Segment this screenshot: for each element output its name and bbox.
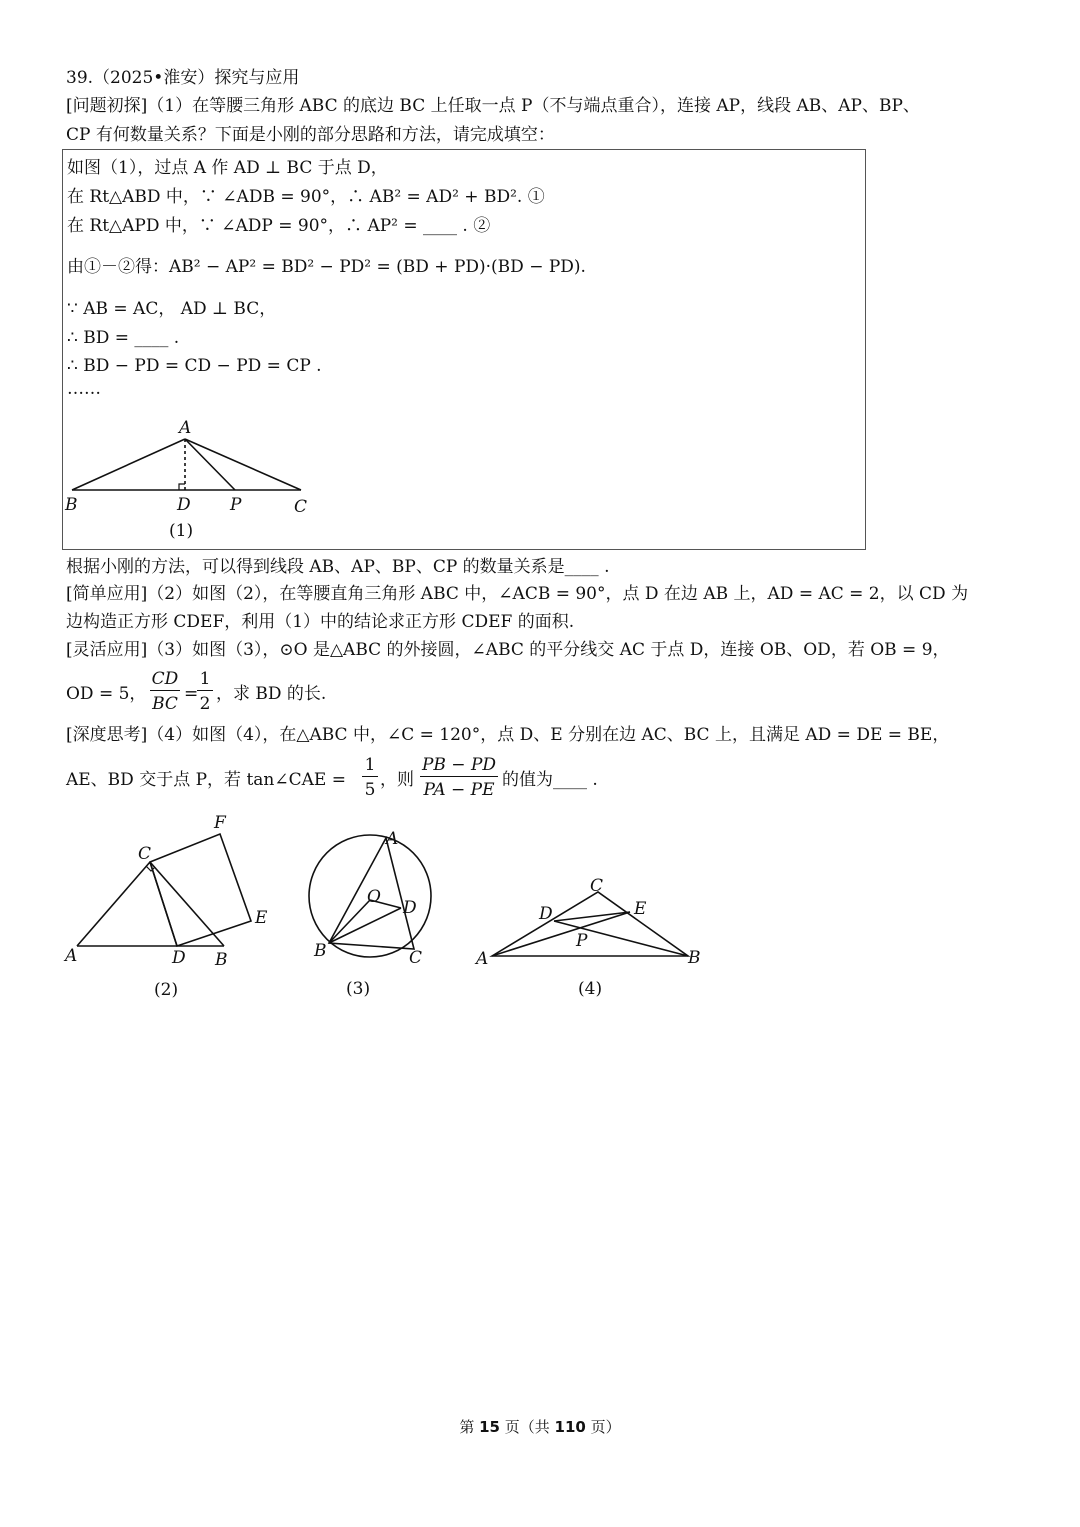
footer-suffix: 页） — [585, 1418, 621, 1436]
solution-box — [62, 149, 866, 550]
footer-middle: 页（共 — [500, 1418, 555, 1436]
fig4-label-e: E — [634, 899, 647, 919]
figure-3 — [300, 820, 440, 1000]
footer-total-pages: 110 — [554, 1418, 586, 1436]
fig3-label-c: C — [409, 948, 423, 968]
fig1-label-b: B — [65, 495, 78, 515]
fig3-label-a: A — [386, 829, 399, 849]
fig4-segment-ae — [492, 912, 630, 956]
fig1-right-angle-mark — [179, 484, 185, 490]
part4-intro-text: AE、BD 交于点 P，若 tan∠CAE = — [66, 770, 346, 790]
conclusion-question: 根据小刚的方法，可以得到线段 AB、AP、BP、CP 的数量关系是____ . — [66, 557, 610, 577]
fig2-square-cdef — [150, 834, 251, 946]
fig2-label-d: D — [172, 948, 186, 968]
part2-line-1: [简单应用]（2）如图（2），在等腰直角三角形 ABC 中，∠ACB = 90°，点 D 在边 AB 上，AD = AC = 2，以 CD 为 — [66, 584, 969, 604]
fig2-label-e: E — [255, 908, 268, 928]
part3-ask-text: ，求 BD 的长. — [216, 684, 327, 704]
part3-od-text: OD = 5， — [66, 684, 147, 704]
fig1-side-ac — [185, 439, 301, 490]
part4-tan-denominator: 5 — [364, 780, 376, 800]
part4-then-text: ，则 — [380, 770, 414, 790]
figure-1 — [63, 412, 323, 542]
part3-line-1: [灵活应用]（3）如图（3），⊙O 是△ABC 的外接圆，∠ABC 的平分线交 AC 于点 D，连接 OB、OD，若 OB = 9， — [66, 640, 950, 660]
part4-line-1: [深度思考]（4）如图（4），在△ABC 中，∠C = 120°，点 D、E 分别在边 AC、BC 上，且满足 AD = DE = BE， — [66, 725, 950, 745]
part3-fraction-denominator: BC — [152, 694, 178, 714]
fig3-bisector-bd — [329, 908, 401, 943]
part3-ratio-denominator: 2 — [199, 694, 211, 714]
fig4-label-d: D — [539, 904, 553, 924]
fig2-label-c: C — [138, 844, 152, 864]
fig4-label-a: A — [476, 949, 489, 969]
fig4-segment-bd — [554, 921, 688, 956]
fig1-label-d: D — [177, 495, 191, 515]
footer-prefix: 第 — [459, 1418, 480, 1436]
fig3-label-d: D — [403, 898, 417, 918]
part4-tan-numerator: 1 — [362, 754, 378, 777]
fig2-caption: (2) — [154, 980, 179, 1000]
part4-ratio-denominator: PA − PE — [423, 780, 495, 800]
fig4-caption: (4) — [578, 979, 603, 999]
part4-ratio-numerator: PB − PD — [421, 755, 497, 775]
fig4-label-c: C — [590, 876, 604, 896]
footer-page-number: 15 — [479, 1418, 500, 1436]
fig1-label-p: P — [230, 495, 242, 515]
figure-2 — [60, 810, 280, 1000]
part3-equals: = — [184, 684, 199, 704]
box-line-4: 由①－②得：AB² − AP² = BD² − PD² = (BD + PD)·(BD − PD). — [67, 257, 586, 277]
fig2-label-b: B — [215, 950, 228, 970]
part3-fraction-numerator: CD — [151, 669, 179, 689]
problem-intro-line-1: [问题初探]（1）在等腰三角形 ABC 的底边 BC 上任取一点 P（不与端点重合），连接 AP，线段 AB、AP、BP、 — [66, 96, 920, 116]
fig1-segment-ap — [185, 439, 235, 490]
box-line-2: 在 Rt△ABD 中，∵ ∠ADB = 90°，∴ AB² = AD² + BD². ① — [67, 187, 545, 207]
fig3-label-o: O — [367, 887, 381, 907]
part4-value-text: 的值为____ . — [502, 770, 598, 790]
fig1-label-a: A — [179, 418, 192, 438]
box-line-1: 如图（1），过点 A 作 AD ⊥ BC 于点 D， — [67, 158, 388, 178]
page-footer — [0, 1416, 1080, 1437]
box-line-7: ∴ BD − PD = CD − PD = CP . — [67, 356, 322, 376]
part3-ratio-numerator: 1 — [197, 668, 213, 691]
fig2-label-f: F — [214, 813, 226, 833]
fig1-caption: (1) — [169, 521, 194, 541]
fig4-label-b: B — [688, 948, 701, 968]
fig1-side-ab — [72, 439, 185, 490]
fig2-side-ac — [77, 862, 150, 946]
box-line-8: …… — [67, 379, 101, 399]
fig3-caption: (3) — [346, 979, 371, 999]
fig2-label-a: A — [65, 946, 78, 966]
fig4-segment-de — [554, 912, 630, 921]
fig1-label-c: C — [294, 497, 308, 517]
part2-line-2: 边构造正方形 CDEF，利用（1）中的结论求正方形 CDEF 的面积. — [66, 612, 575, 632]
fig3-label-b: B — [314, 941, 327, 961]
box-line-6: ∴ BD = ____ . — [67, 328, 180, 348]
problem-intro-line-2: CP 有何数量关系？下面是小刚的部分思路和方法，请完成填空： — [66, 125, 555, 145]
box-line-5: ∵ AB = AC， AD ⊥ BC， — [67, 299, 277, 319]
fig4-label-p: P — [576, 931, 588, 951]
problem-title: 39.（2025•淮安）探究与应用 — [66, 68, 300, 88]
box-line-3: 在 Rt△APD 中，∵ ∠ADP = 90°，∴ AP² = ____ . ② — [67, 216, 491, 236]
figure-4 — [470, 870, 710, 1000]
